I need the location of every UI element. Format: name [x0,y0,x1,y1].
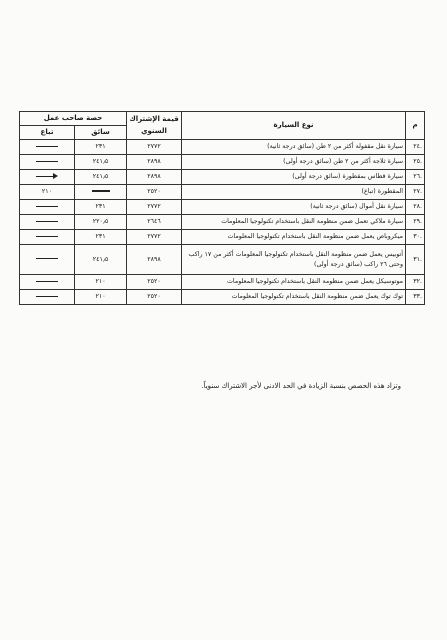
dash-mark [36,161,58,162]
vehicle-type: توك توك يعمل ضمن منظومة النقل باستخدام تكنولوجيا المعلومات [182,290,406,305]
table-row [20,200,425,215]
dash-mark [36,281,58,282]
vehicle-type: سيارة ثلاجة أكثر من ٢ طن (سائق درجة أولى) [182,155,406,170]
vehicle-type-line2: وحتى ٢٦ راكب (سائق درجة أولى) [313,261,404,268]
row-number: .٢٥ [406,155,425,170]
annual-value: ٢٨٩٨ [127,245,182,275]
follower-share [20,170,75,185]
row-number: .٢٧ [406,185,425,200]
vehicle-type: المقطورة (تباع) [182,185,406,200]
annual-value: ٢٥٢٠ [127,290,182,305]
header-driver: سائق [75,126,127,140]
dash-mark [36,258,58,259]
annual-value: ٢٥٢٠ [127,275,182,290]
row-number: .٣٠ [406,230,425,245]
vehicle-type: سيارة ملاكي تعمل ضمن منظومة النقل باستخدام تكنولوجيا المعلومات [182,215,406,230]
driver-share: ٢١٠ [75,275,127,290]
table-row [20,155,425,170]
table-row [20,140,425,155]
follower-share [20,155,75,170]
dash-mark [92,190,110,192]
vehicle-type: ميكروباص يعمل ضمن منظومة النقل باستخدام تكنولوجيا المعلومات [182,230,406,245]
annual-value: ٢٥٢٠ [127,185,182,200]
table-row [20,185,425,200]
driver-share: ٢٤١٫٥ [75,170,127,185]
follower-share [20,275,75,290]
row-number: .٣١ [406,245,425,275]
header-row [20,112,425,126]
vehicle-type: سيارة نقل أموال (سائق درجة ثانية) [182,200,406,215]
vehicle-type [182,245,406,275]
annual-value: ٢٧٧٢ [127,230,182,245]
subscription-table [19,111,425,305]
row-number: .٢٨ [406,200,425,215]
driver-share: ٢٤١٫٥ [75,155,127,170]
driver-share [75,185,127,200]
header-share: حصة صاحب عمل [20,112,127,126]
header-value-line1: قيمة الإشتراك [129,114,179,123]
driver-share: ٢٣١ [75,230,127,245]
vehicle-type: سيارة نقل مقفولة أكثر من ٢ طن (سائق درجة ثانية) [182,140,406,155]
row-number: .٣٢ [406,275,425,290]
dash-mark [36,296,58,297]
annual-value: ٢٦٤٦ [127,215,182,230]
vehicle-type: سيارة قطاس بمقطورة (سائق درجة أولى) [182,170,406,185]
dash-mark [36,236,58,237]
table-row [20,245,425,275]
table-row [20,230,425,245]
follower-share [20,215,75,230]
table-row [20,275,425,290]
footnote: وتزاد هذه الحصص بنسبة الزيادة في الحد الادنى لأجر الاشتراك سنوياً. [201,382,401,390]
follower-share [20,200,75,215]
driver-share: ٢١٠ [75,290,127,305]
header-type: نوع السيارة [182,112,406,140]
driver-share: ٢٤١٫٥ [75,245,127,275]
vehicle-type: موتوسيكل يعمل ضمن منظومة النقل باستخدام تكنولوجيا المعلومات [182,275,406,290]
table-row [20,170,425,185]
arrow-mark [36,173,58,179]
table-row [20,215,425,230]
header-follower: تباع [20,126,75,140]
follower-share [20,140,75,155]
row-number: .٢٤ [406,140,425,155]
follower-share: ٢١٠ [20,185,75,200]
follower-share [20,245,75,275]
table-row [20,290,425,305]
follower-share [20,290,75,305]
header-value-line2: السنوي [141,127,167,135]
header-no: م [406,112,425,140]
row-number: .٣٣ [406,290,425,305]
annual-value: ٢٧٧٢ [127,200,182,215]
dash-mark [36,146,58,147]
row-number: .٢٩ [406,215,425,230]
driver-share: ٢٣١ [75,140,127,155]
annual-value: ٢٧٧٢ [127,140,182,155]
dash-mark [36,221,58,222]
header-value [127,112,182,140]
dash-mark [36,206,58,207]
driver-share: ٢٣١ [75,200,127,215]
follower-share [20,230,75,245]
annual-value: ٢٨٩٨ [127,170,182,185]
vehicle-type-line1: أتوبيس يعمل ضمن منظومة النقل باستخدام تكنولوجيا المعلومات أكثر من ١٧ راكب [188,250,404,258]
row-number: .٢٦ [406,170,425,185]
annual-value: ٢٨٩٨ [127,155,182,170]
driver-share: ٢٢٠٫٥ [75,215,127,230]
